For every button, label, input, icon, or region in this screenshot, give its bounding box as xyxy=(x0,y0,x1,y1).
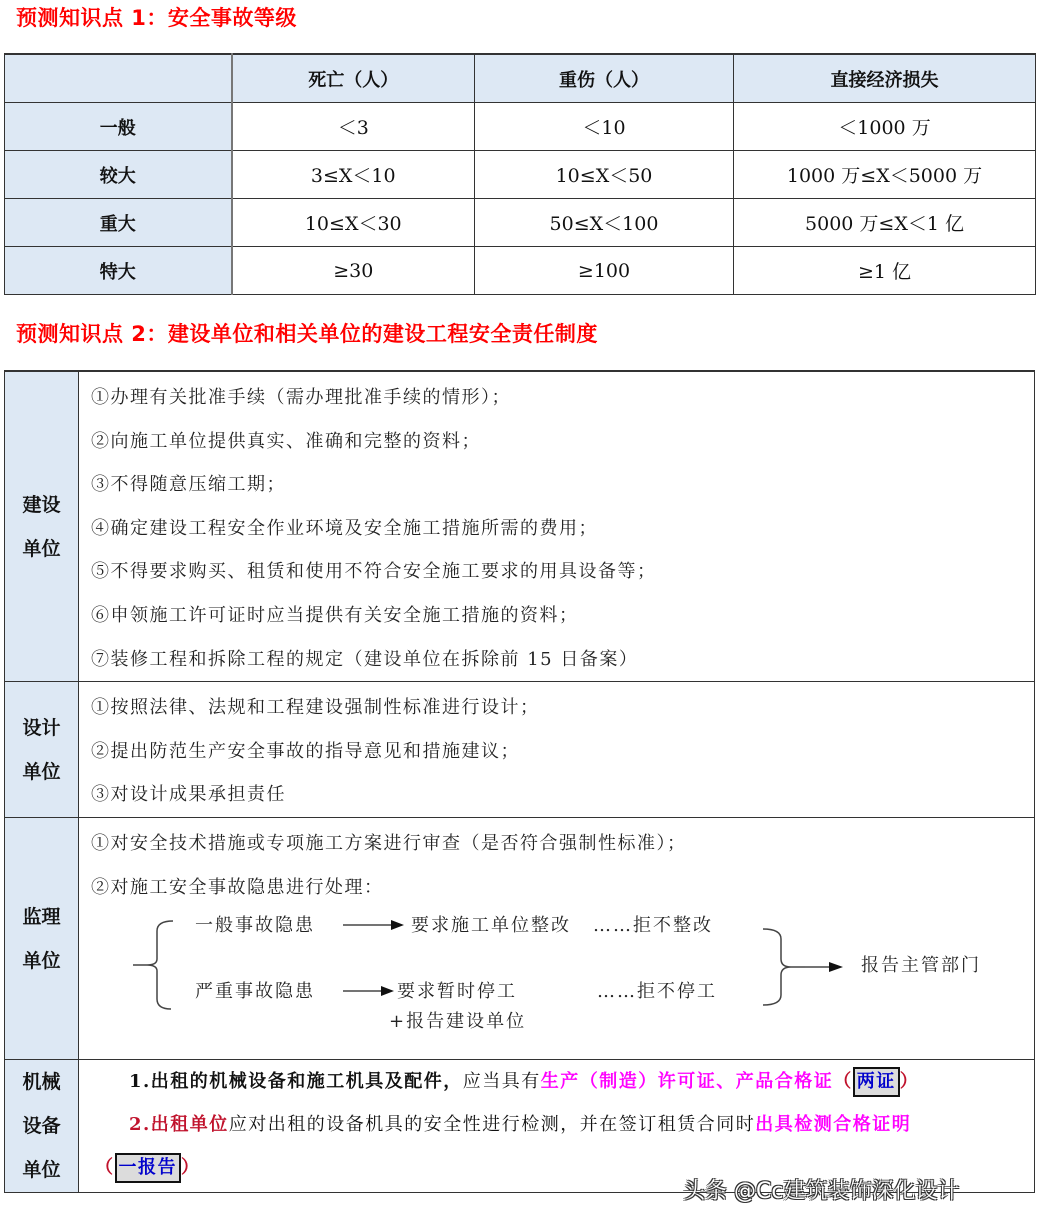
loss-cell: 1000 万≤X＜5000 万 xyxy=(734,151,1036,199)
table-row xyxy=(5,103,1036,151)
level-cell: 一般 xyxy=(5,103,232,151)
duty-item: ②对施工安全事故隐患进行处理： xyxy=(91,876,384,898)
unit-duties xyxy=(79,1060,1035,1193)
one-report-box: 一报告 xyxy=(115,1153,182,1183)
level-cell: 较大 xyxy=(5,151,232,199)
paren-close: ） xyxy=(181,1157,201,1179)
deaths-cell: ＜3 xyxy=(232,103,475,151)
table-row xyxy=(5,247,1036,295)
level-cell: 重大 xyxy=(5,199,232,247)
unit-label-line: 单位 xyxy=(22,1159,61,1182)
line2-prefix: 2.出租单位 xyxy=(129,1114,229,1136)
unit-label-line: 单位 xyxy=(22,949,61,972)
unit-label-line: 机械 xyxy=(22,1071,61,1094)
machinery-line-2 xyxy=(79,1103,1034,1146)
serious-refuse-label: ……拒不停工 xyxy=(597,981,717,1003)
general-action-label: 要求施工单位整改 xyxy=(411,915,571,937)
line1-middle: 应当具有 xyxy=(462,1071,541,1093)
two-certificates-box: 两证 xyxy=(853,1067,900,1097)
unit-label xyxy=(5,682,79,818)
deaths-cell: 10≤X＜30 xyxy=(232,199,475,247)
serious-hazard-label: 严重事故隐患 xyxy=(195,981,315,1003)
header-deaths: 死亡（人） xyxy=(232,54,475,103)
line2-highlight: 出具检测合格证明 xyxy=(755,1114,912,1136)
unit-duties xyxy=(79,371,1035,682)
paren-close: ） xyxy=(899,1071,920,1093)
serious-extra-label: +报告建设单位 xyxy=(389,1011,527,1033)
unit-label-line: 设计 xyxy=(22,716,61,739)
duty-item: ③对设计成果承担责任 xyxy=(91,784,286,806)
table-header-row xyxy=(5,54,1036,103)
section1-title: 预测知识点 1：安全事故等级 xyxy=(16,6,297,30)
paren-open: （ xyxy=(833,1071,853,1093)
general-hazard-label: 一般事故隐患 xyxy=(195,915,315,937)
unit-duties xyxy=(79,817,1035,1059)
general-refuse-label: ……拒不整改 xyxy=(593,915,713,937)
watermark: 头条 @Cc建筑装饰深化设计 xyxy=(683,1179,960,1204)
duty-item: ⑤不得要求购买、租赁和使用不符合安全施工要求的用具设备等； xyxy=(91,561,657,583)
result-label: 报告主管部门 xyxy=(861,955,981,977)
unit-label-line: 监理 xyxy=(22,905,61,928)
unit-row-machinery xyxy=(5,1060,1035,1193)
duty-item: ②向施工单位提供真实、准确和完整的资料； xyxy=(91,430,481,452)
injuries-cell: 50≤X＜100 xyxy=(475,199,734,247)
duty-item: ①办理有关批准手续（需办理批准手续的情形）； xyxy=(91,387,511,408)
injuries-cell: 10≤X＜50 xyxy=(475,151,734,199)
level-cell: 特大 xyxy=(5,247,232,295)
machinery-line-1 xyxy=(79,1060,1034,1103)
line1-prefix: 1.出租的机械设备和施工机具及配件， xyxy=(129,1071,463,1093)
duty-item: ②提出防范生产安全事故的指导意见和措施建议； xyxy=(91,740,520,762)
duty-item: ③不得随意压缩工期； xyxy=(91,474,286,496)
unit-label-line: 设备 xyxy=(22,1115,61,1138)
unit-duties xyxy=(79,682,1035,818)
injuries-cell: ≥100 xyxy=(475,247,734,295)
header-empty xyxy=(5,54,232,103)
unit-label xyxy=(5,371,79,682)
duty-item: ①按照法律、法规和工程建设强制性标准进行设计； xyxy=(91,697,540,719)
serious-action-label: 要求暂时停工 xyxy=(397,981,517,1003)
header-injuries: 重伤（人） xyxy=(475,54,734,103)
accident-grade-table xyxy=(4,53,1036,295)
line2-middle: 应对出租的设备机具的安全性进行检测，并在签订租赁合同时 xyxy=(228,1114,756,1136)
unit-label-line: 建设 xyxy=(22,493,61,516)
deaths-cell: 3≤X＜10 xyxy=(232,151,475,199)
loss-cell: 5000 万≤X＜1 亿 xyxy=(734,199,1036,247)
line1-highlight: 生产（制造）许可证、产品合格证 xyxy=(540,1071,834,1093)
duty-item: ①对安全技术措施或专项施工方案进行审查（是否符合强制性标准）； xyxy=(91,832,687,854)
duty-item: ⑦装修工程和拆除工程的规定（建设单位在拆除前 15 日备案） xyxy=(91,648,639,670)
duty-item: ④确定建设工程安全作业环境及安全施工措施所需的费用； xyxy=(91,517,598,539)
unit-label-line: 单位 xyxy=(22,537,61,560)
injuries-cell: ＜10 xyxy=(475,103,734,151)
duty-item: ⑥申领施工许可证时应当提供有关安全施工措施的资料； xyxy=(91,604,579,626)
header-loss: 直接经济损失 xyxy=(734,54,1036,103)
loss-cell: ≥1 亿 xyxy=(734,247,1036,295)
unit-row-design xyxy=(5,682,1035,818)
unit-row-construction xyxy=(5,371,1035,682)
hazard-flow-diagram xyxy=(91,909,1034,1059)
loss-cell: ＜1000 万 xyxy=(734,103,1036,151)
section2-title: 预测知识点 2：建设单位和相关单位的建设工程安全责任制度 xyxy=(16,322,598,346)
deaths-cell: ≥30 xyxy=(232,247,475,295)
paren-open: （ xyxy=(95,1157,115,1179)
table-row xyxy=(5,151,1036,199)
table-row xyxy=(5,199,1036,247)
unit-row-supervision xyxy=(5,817,1035,1059)
unit-label xyxy=(5,1060,79,1193)
unit-label xyxy=(5,817,79,1059)
responsibility-table xyxy=(4,370,1035,1193)
unit-label-line: 单位 xyxy=(22,760,61,783)
